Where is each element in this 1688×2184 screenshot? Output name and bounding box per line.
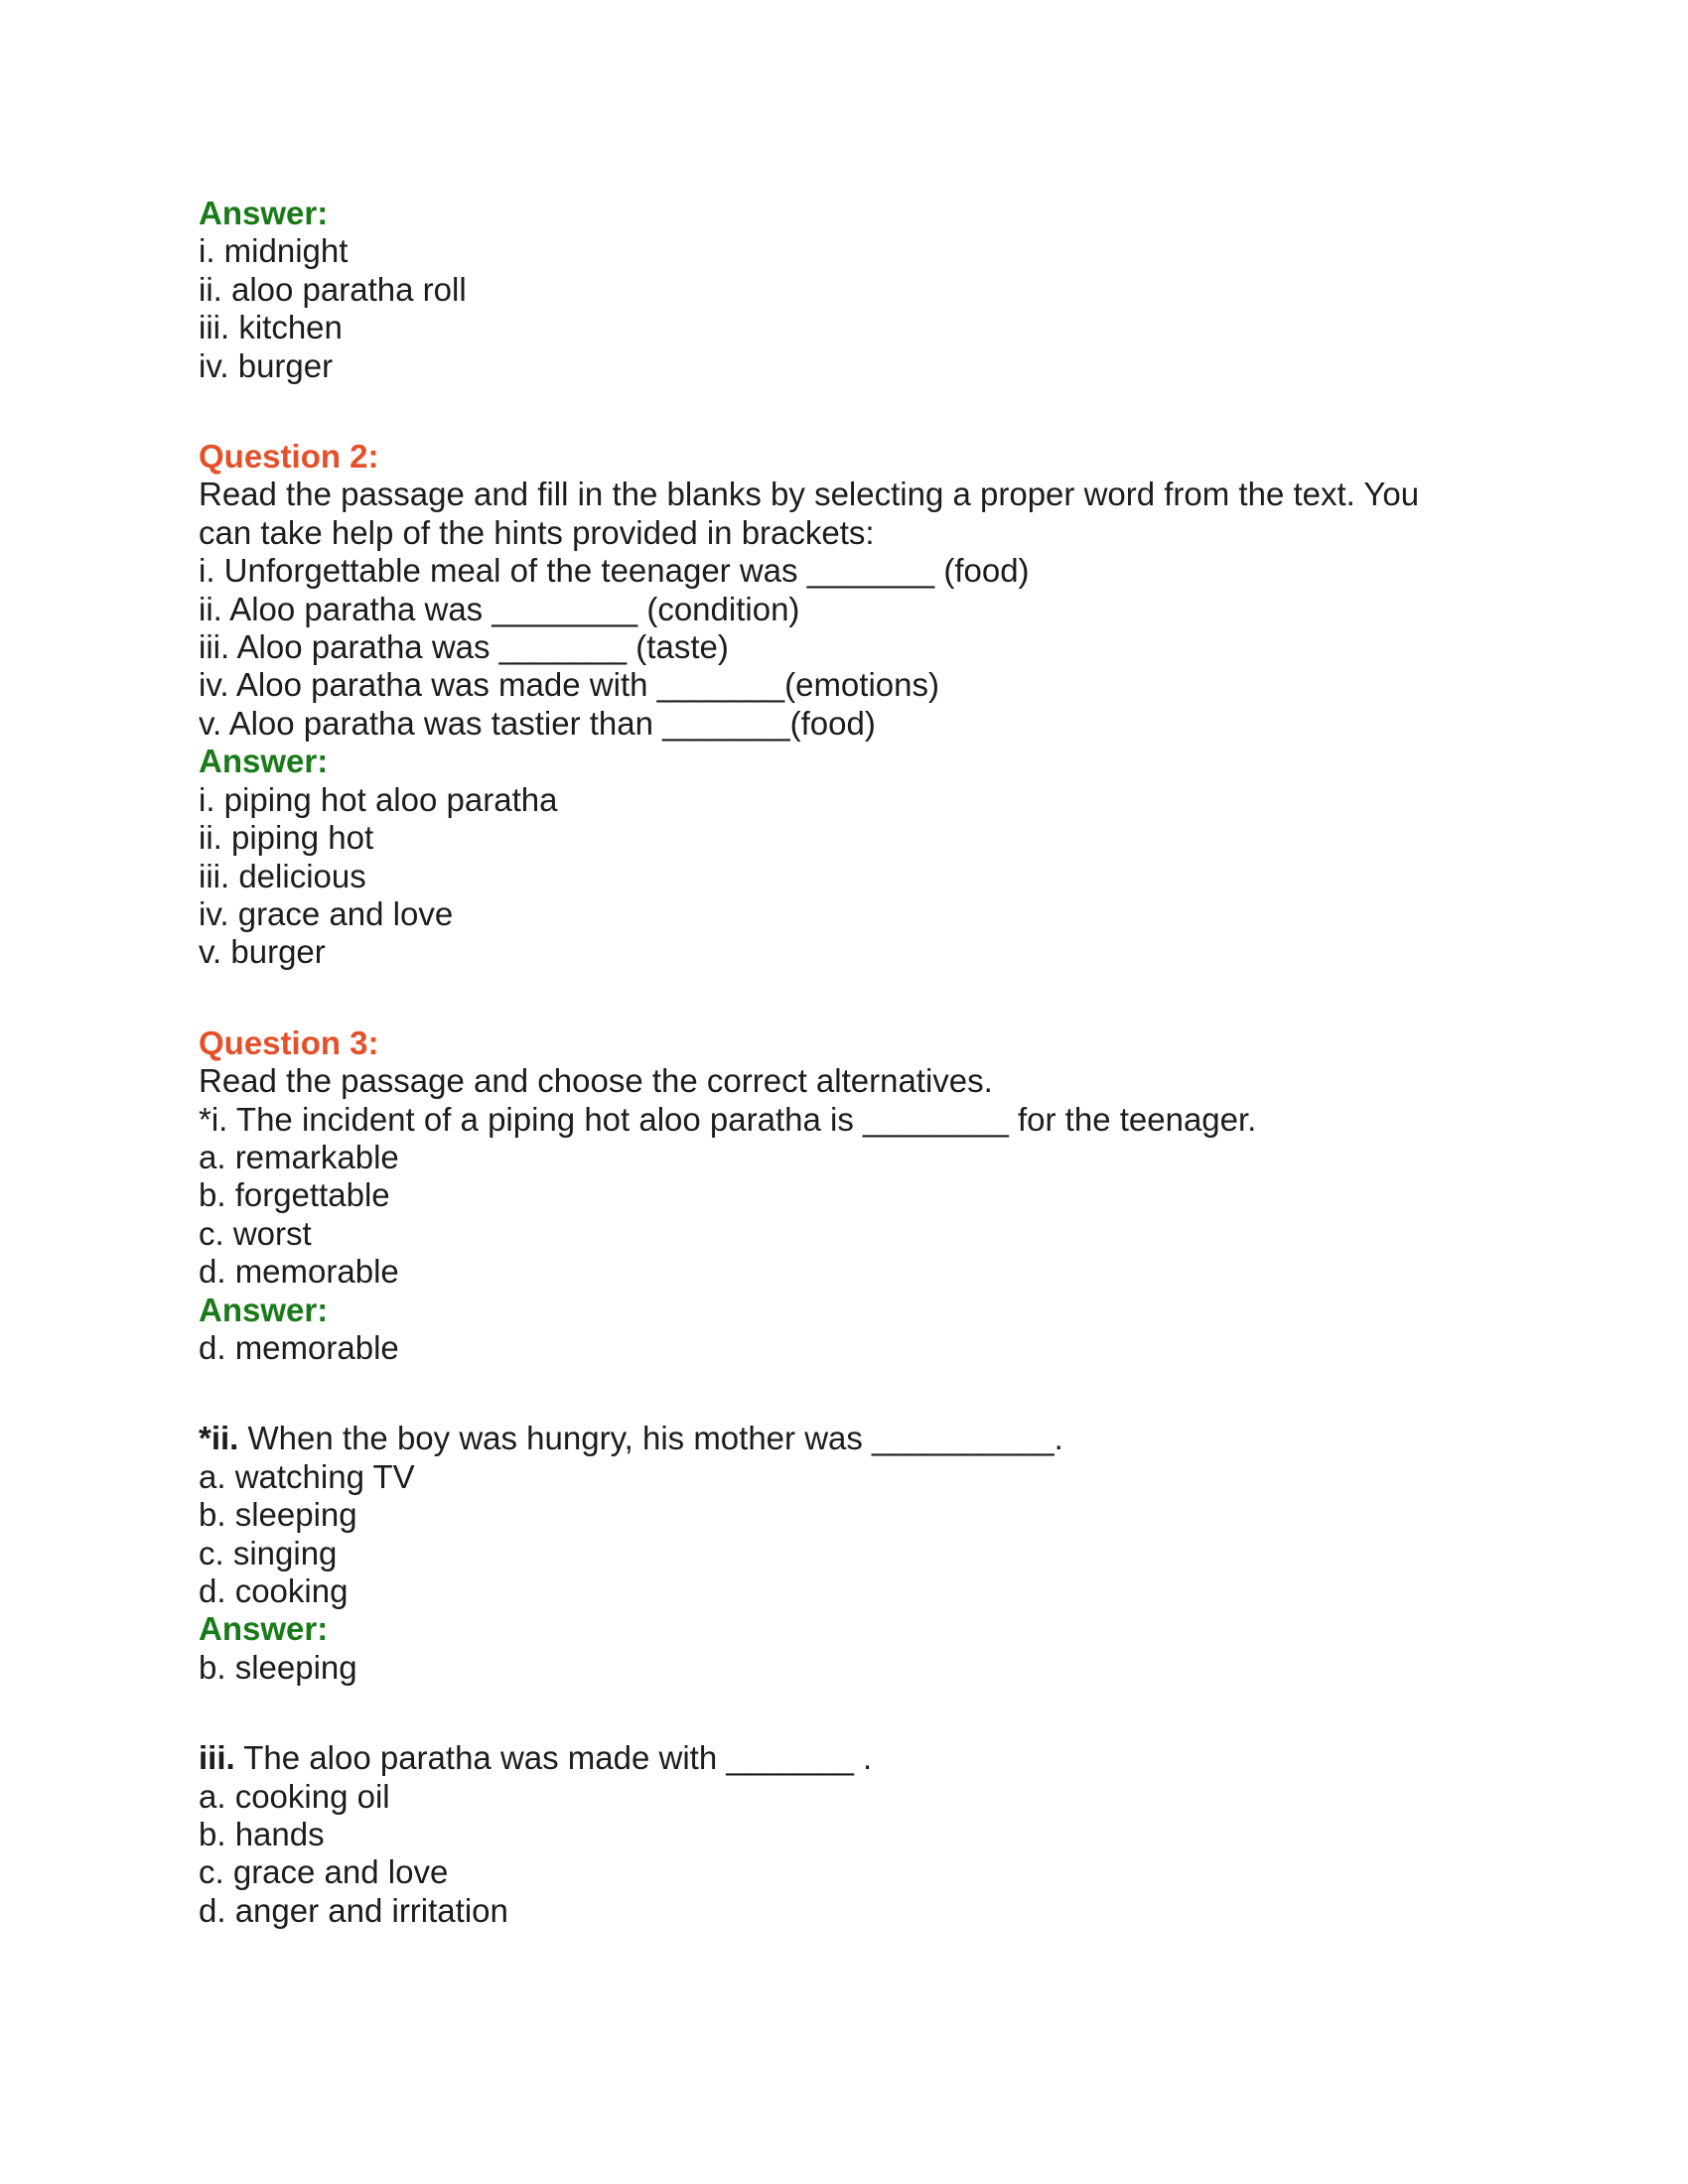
answer-item: d. memorable — [199, 1328, 399, 1366]
question-2-instruction: can take help of the hints provided in brackets: — [199, 513, 875, 551]
spacer — [199, 385, 1489, 438]
answer-item: iii. delicious — [199, 857, 366, 894]
answer-item: i. piping hot aloo paratha — [199, 780, 558, 818]
document-page — [199, 195, 1489, 1930]
fill-blank-item: iv. Aloo paratha was made with _______(emotions) — [199, 666, 939, 704]
mcq-option: d. cooking — [199, 1572, 349, 1609]
answer-heading: Answer: — [199, 743, 329, 780]
answer-item: ii. piping hot — [199, 819, 374, 857]
question-3-heading: Question 3: — [199, 1024, 379, 1061]
fill-blank-item: iii. Aloo paratha was _______ (taste) — [199, 628, 729, 666]
mcq-option: c. worst — [199, 1214, 312, 1252]
answer-item: i. midnight — [199, 232, 349, 270]
question-3-instruction: Read the passage and choose the correct alternatives. — [199, 1062, 993, 1100]
fill-blank-item: ii. Aloo paratha was ________ (condition) — [199, 590, 800, 627]
mcq-stem — [199, 1739, 1489, 1777]
answer-item: b. sleeping — [199, 1648, 357, 1686]
spacer — [199, 1687, 1489, 1739]
mcq-option: a. cooking oil — [199, 1777, 390, 1815]
mcq-option: a. remarkable — [199, 1138, 399, 1175]
question-2-heading: Question 2: — [199, 438, 379, 476]
answer-heading: Answer: — [199, 1610, 329, 1648]
answer-heading: Answer: — [199, 1291, 329, 1328]
answer-item: iv. grace and love — [199, 894, 454, 932]
answer-item: iv. burger — [199, 346, 334, 384]
fill-blank-item: v. Aloo paratha was tastier than _______(food) — [199, 704, 876, 742]
answer-item: v. burger — [199, 933, 326, 971]
mcq-option: d. memorable — [199, 1253, 399, 1291]
mcq-number: *ii. — [199, 1420, 239, 1457]
mcq-option: c. singing — [199, 1534, 338, 1571]
mcq-stem: *i. The incident of a piping hot aloo paratha is ________ for the teenager. — [199, 1100, 1257, 1138]
mcq-option: b. sleeping — [199, 1496, 357, 1534]
mcq-option: c. grace and love — [199, 1853, 449, 1891]
answer-item: ii. aloo paratha roll — [199, 270, 467, 308]
answer-item: iii. kitchen — [199, 309, 343, 346]
mcq-option: a. watching TV — [199, 1457, 415, 1495]
spacer — [199, 972, 1489, 1024]
mcq-number: iii. — [199, 1739, 235, 1777]
mcq-option: b. forgettable — [199, 1176, 390, 1214]
mcq-stem-text: The aloo paratha was made with _______ . — [234, 1739, 873, 1777]
mcq-option: b. hands — [199, 1816, 325, 1853]
mcq-stem — [199, 1420, 1489, 1457]
question-2-instruction: Read the passage and fill in the blanks by selecting a proper word from the text. You — [199, 476, 1420, 513]
answer-heading: Answer: — [199, 195, 329, 231]
mcq-stem-text: When the boy was hungry, his mother was __________. — [238, 1420, 1063, 1457]
spacer — [199, 1367, 1489, 1420]
fill-blank-item: i. Unforgettable meal of the teenager was _______ (food) — [199, 552, 1030, 590]
mcq-option: d. anger and irritation — [199, 1891, 508, 1929]
